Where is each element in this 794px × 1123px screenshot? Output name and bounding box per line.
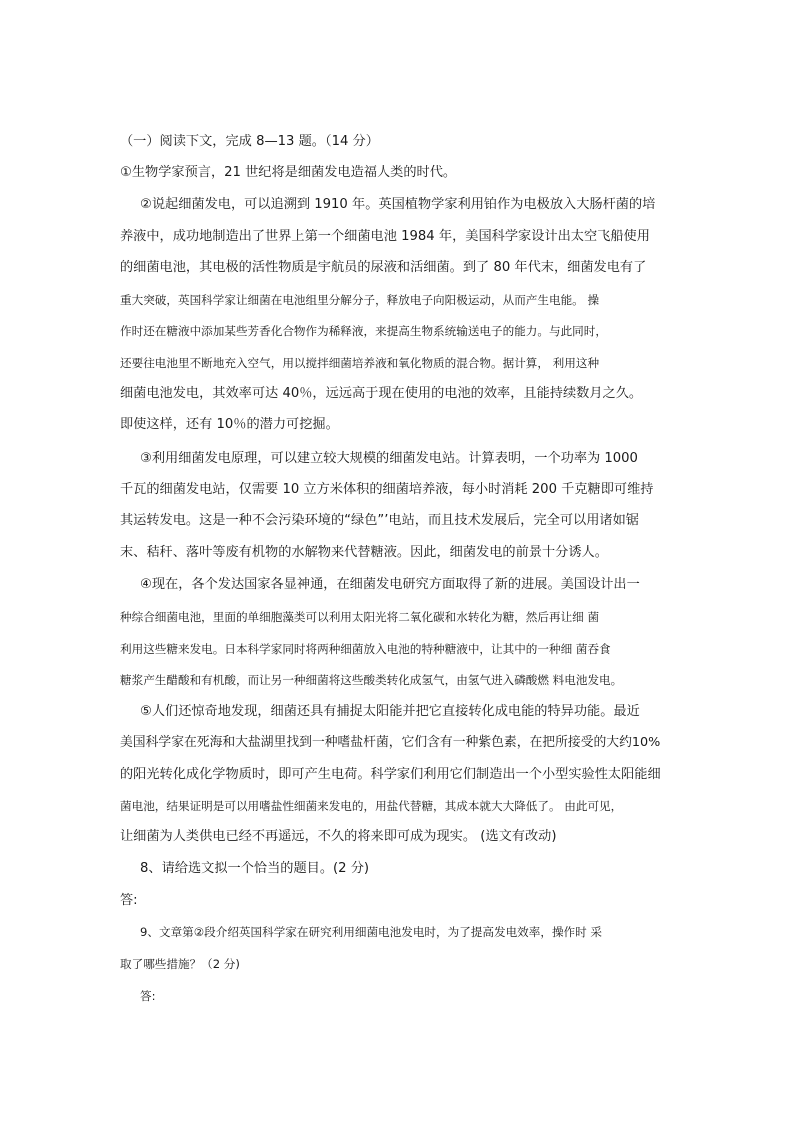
paragraph-line: 作时还在糖液中添加某些芳香化合物作为稀释液，来提高生物系统输送电子的能力。与此同时， (120, 324, 607, 338)
section-title: （一）阅读下文，完成 8—13 题。（14 分） (120, 134, 379, 149)
paragraph-line: 重大突破，英国科学家让细菌在电池组里分解分子，释放电子向阳极运动，从而产生电能。 操 (120, 293, 600, 307)
question-9-line-2: 取了哪些措施？（2 分) (120, 957, 240, 971)
answer-8-label: 答: (120, 893, 138, 908)
paragraph-line: 其运转发电。这是一种不会污染环境的“绿色”’电站，而且技术发展后，完全可以用诸如锯 (120, 513, 639, 528)
paragraph-line: ①生物学家预言，21 世纪将是细菌发电造福人类的时代。 (120, 165, 457, 180)
paragraph-line: 养液中，成功地制造出了世界上第一个细菌电池 1984 年，美国科学家设计出太空飞船使用 (120, 229, 650, 244)
paragraph-line: 美国科学家在死海和大盐湖里找到一种嗜盐杆菌，它们含有一种紫色素，在把所接受的大约10% (120, 735, 661, 750)
paragraph-line: ⑤人们还惊奇地发现，细菌还具有捕捉太阳能并把它直接转化成电能的特异功能。最近 (140, 704, 640, 719)
paragraph-line: ④现在，各个发达国家各显神通，在细菌发电研究方面取得了新的进展。美国设计出一 (140, 577, 640, 592)
paragraph-line: 菌电池，结果证明是可以用嗜盐性细菌来发电的，用盐代替糖，其成本就大大降低了。 由此可见， (120, 799, 623, 813)
paragraph-line: 种综合细菌电池，里面的单细胞藻类可以利用太阳光将二氧化碳和水转化为糖，然后再让细 菌 (120, 610, 600, 624)
paragraph-line: 还要往电池里不断地充入空气，用以搅拌细菌培养液和氧化物质的混合物。据计算， 利用这种 (120, 356, 600, 370)
paragraph-line: 细菌电池发电，其效率可达 40％，远远高于现在使用的电池的效率，且能持续数月之久。 (120, 386, 643, 401)
paragraph-line: 的阳光转化成化学物质时，即可产生电荷。科学家们利用它们制造出一个小型实验性太阳能细 (120, 767, 661, 782)
paragraph-line: 即使这样，还有 10％的潜力可挖掘。 (120, 417, 339, 432)
question-8: 8、请给选文拟一个恰当的题目。(2 分) (140, 861, 370, 876)
paragraph-line: ③利用细菌发电原理，可以建立较大规模的细菌发电站。计算表明，一个功率为 1000 (140, 451, 638, 466)
paragraph-line: 糖浆产生醋酸和有机酸，而让另一种细菌将这些酸类转化成氢气，由氢气进入磷酸燃 料电池发电。 (120, 673, 623, 687)
paragraph-line: 的细菌电池，其电极的活性物质是宇航员的尿液和活细菌。到了 80 年代末，细菌发电有了 (120, 260, 647, 275)
paragraph-line: ②说起细菌发电，可以追溯到 1910 年。英国植物学家利用铂作为电极放入大肠杆菌的培 (140, 197, 656, 212)
paragraph-line: 让细菌为人类供电已经不再遥远，不久的将来即可成为现实。 (选文有改动) (120, 829, 557, 844)
paragraph-line: 末、秸秆、落叶等废有机物的水解物来代替糖液。因此，细菌发电的前景十分诱人。 (120, 545, 608, 560)
paragraph-line: 千瓦的细菌发电站，仅需要 10 立方米体积的细菌培养液，每小时消耗 200 千克糖即可维持 (120, 482, 654, 497)
paragraph-line: 利用这些糖来发电。日本科学家同时将两种细菌放入电池的特种糖液中，让其中的一种细 菌吞食 (120, 642, 611, 656)
answer-9-label: 答: (140, 989, 156, 1003)
question-9-line-1: 9、文章第②段介绍英国科学家在研究利用细菌电池发电时，为了提高发电效率，操作时 采 (140, 925, 603, 939)
